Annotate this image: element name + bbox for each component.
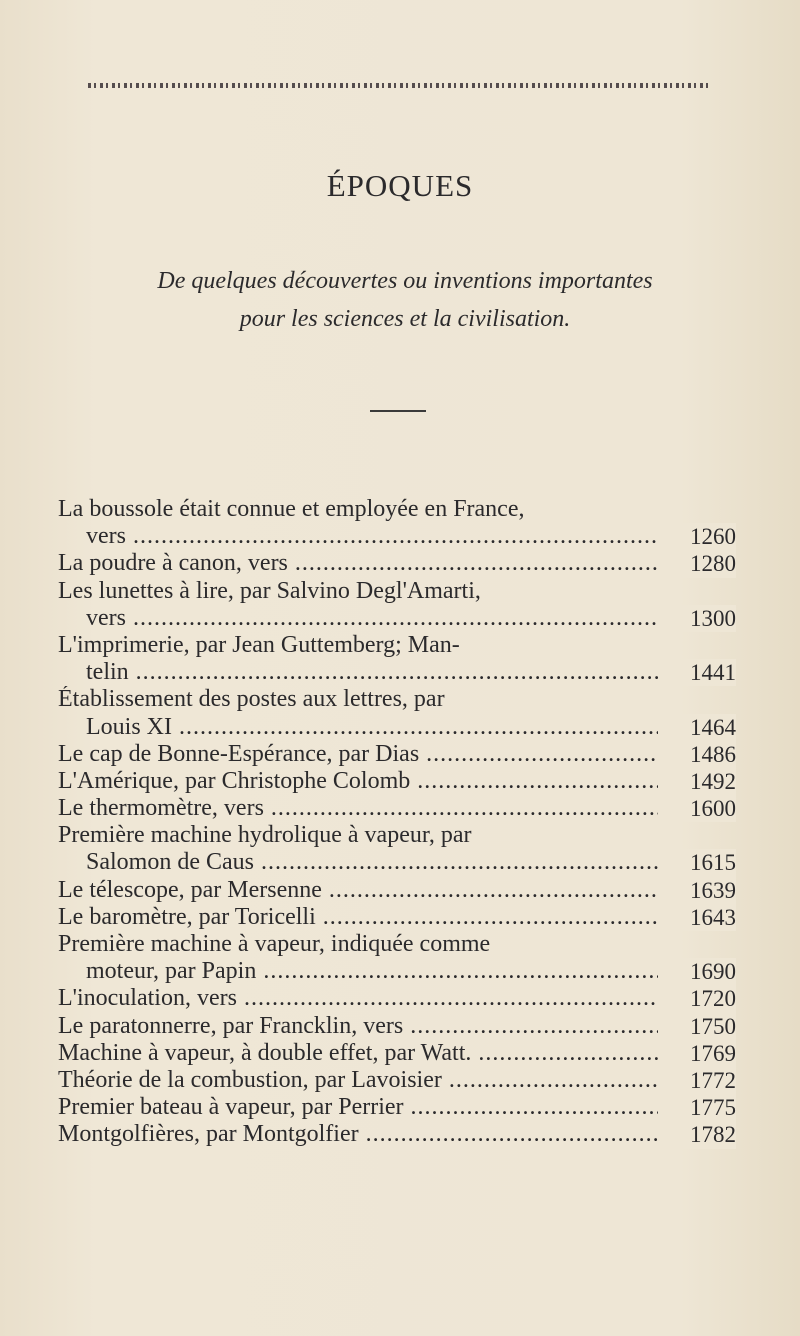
page-title: ÉPOQUES	[326, 168, 474, 203]
list-item	[58, 578, 748, 632]
entry-label: Première machine hydrolique à vapeur, par	[58, 822, 472, 849]
entry-year: 1775	[680, 1094, 736, 1121]
entry-text-line	[58, 496, 748, 523]
entry-text-line	[58, 1094, 748, 1121]
divider-rule	[370, 410, 426, 412]
entry-label: Première machine à vapeur, indiquée comme	[58, 931, 491, 957]
list-item	[58, 1013, 748, 1040]
entry-text-line	[58, 578, 748, 605]
list-item	[58, 741, 748, 768]
entry-text-line	[58, 904, 748, 931]
list-item	[58, 632, 748, 686]
entry-year: 1300	[680, 605, 736, 632]
entry-text-line	[58, 550, 748, 577]
list-item	[58, 550, 748, 577]
entry-text-line	[58, 958, 748, 985]
entry-year: 1750	[680, 1013, 736, 1040]
list-item	[58, 1040, 748, 1067]
decorative-border	[88, 80, 710, 90]
list-item	[58, 877, 748, 904]
entry-label: Le thermomètre, vers .....	[58, 795, 658, 821]
entry-text-line	[58, 523, 748, 550]
list-item	[58, 931, 748, 985]
entry-text-line	[58, 686, 748, 713]
list-item	[58, 904, 748, 931]
entry-label: Machine à vapeur, à double effet, par Watt. .....	[58, 1040, 658, 1066]
subtitle-line-1: De quelques découvertes ou inventions importantes	[157, 268, 653, 294]
entry-label: Louis XI .....	[86, 714, 658, 740]
entry-text-line	[58, 659, 748, 686]
entry-text-line	[58, 849, 748, 876]
entry-text-line	[58, 714, 748, 741]
entry-text-line	[58, 605, 748, 632]
entry-label: Établissement des postes aux lettres, par	[58, 686, 445, 713]
list-item	[58, 985, 748, 1012]
list-item	[58, 1121, 748, 1148]
entry-label: L'Amérique, par Christophe Colomb .....	[58, 768, 658, 794]
list-item	[58, 795, 748, 822]
entry-year: 1464	[680, 714, 736, 741]
list-item	[58, 1067, 748, 1094]
entry-year: 1782	[680, 1121, 736, 1148]
list-item	[58, 496, 748, 550]
entry-label: L'imprimerie, par Jean Guttemberg; Man-	[58, 631, 460, 658]
entry-year: 1769	[680, 1040, 736, 1067]
subtitle-line-2: pour les sciences et la civilisation.	[239, 306, 571, 332]
entry-text-line	[58, 877, 748, 904]
chronology-list	[58, 496, 748, 1149]
entry-year: 1486	[680, 741, 736, 768]
entry-year: 1772	[680, 1067, 736, 1094]
entry-label: moteur, par Papin .....	[86, 958, 658, 984]
entry-text-line	[58, 768, 748, 795]
entry-text-line	[58, 795, 748, 822]
entry-label: vers .....	[86, 523, 658, 549]
entry-text-line	[58, 741, 748, 768]
entry-label: telin .....	[86, 659, 658, 685]
entry-text-line	[58, 1013, 748, 1040]
entry-year: 1643	[680, 904, 736, 931]
entry-label: Premier bateau à vapeur, par Perrier .....	[58, 1094, 658, 1120]
list-item	[58, 1094, 748, 1121]
entry-label: La boussole était connue et employée en France,	[58, 496, 525, 522]
entry-year: 1690	[680, 958, 736, 985]
entry-label: Le cap de Bonne-Espérance, par Dias .....	[58, 741, 658, 767]
entry-label: L'inoculation, vers .....	[58, 985, 658, 1011]
list-item	[58, 822, 748, 876]
entry-year: 1615	[680, 849, 736, 876]
entry-text-line	[58, 632, 748, 659]
list-item	[58, 686, 748, 740]
entry-label: La poudre à canon, vers .....	[58, 550, 658, 576]
entry-text-line	[58, 985, 748, 1012]
entry-year: 1492	[680, 768, 736, 795]
entry-year: 1280	[680, 550, 736, 577]
entry-year: 1720	[680, 985, 736, 1012]
entry-label: Le paratonnerre, par Francklin, vers .....	[58, 1013, 658, 1039]
page-subtitle	[60, 262, 750, 338]
entry-label: Théorie de la combustion, par Lavoisier .....	[58, 1067, 658, 1093]
entry-text-line	[58, 931, 748, 958]
entry-label: vers .....	[86, 605, 658, 631]
entry-label: Salomon de Caus .....	[86, 849, 658, 875]
entry-label: Montgolfières, par Montgolfier .....	[58, 1121, 658, 1147]
entry-year: 1260	[680, 523, 736, 550]
entry-text-line	[58, 1121, 748, 1148]
entry-label: Le baromètre, par Toricelli .....	[58, 904, 658, 930]
entry-year: 1639	[680, 877, 736, 904]
entry-year: 1441	[680, 659, 736, 686]
entry-label: Les lunettes à lire, par Salvino Degl'Amarti,	[58, 577, 481, 604]
entry-text-line	[58, 1067, 748, 1094]
entry-label: Le télescope, par Mersenne .....	[58, 877, 658, 903]
entry-year: 1600	[680, 795, 736, 822]
list-item	[58, 768, 748, 795]
entry-text-line	[58, 822, 748, 849]
entry-text-line	[58, 1040, 748, 1067]
